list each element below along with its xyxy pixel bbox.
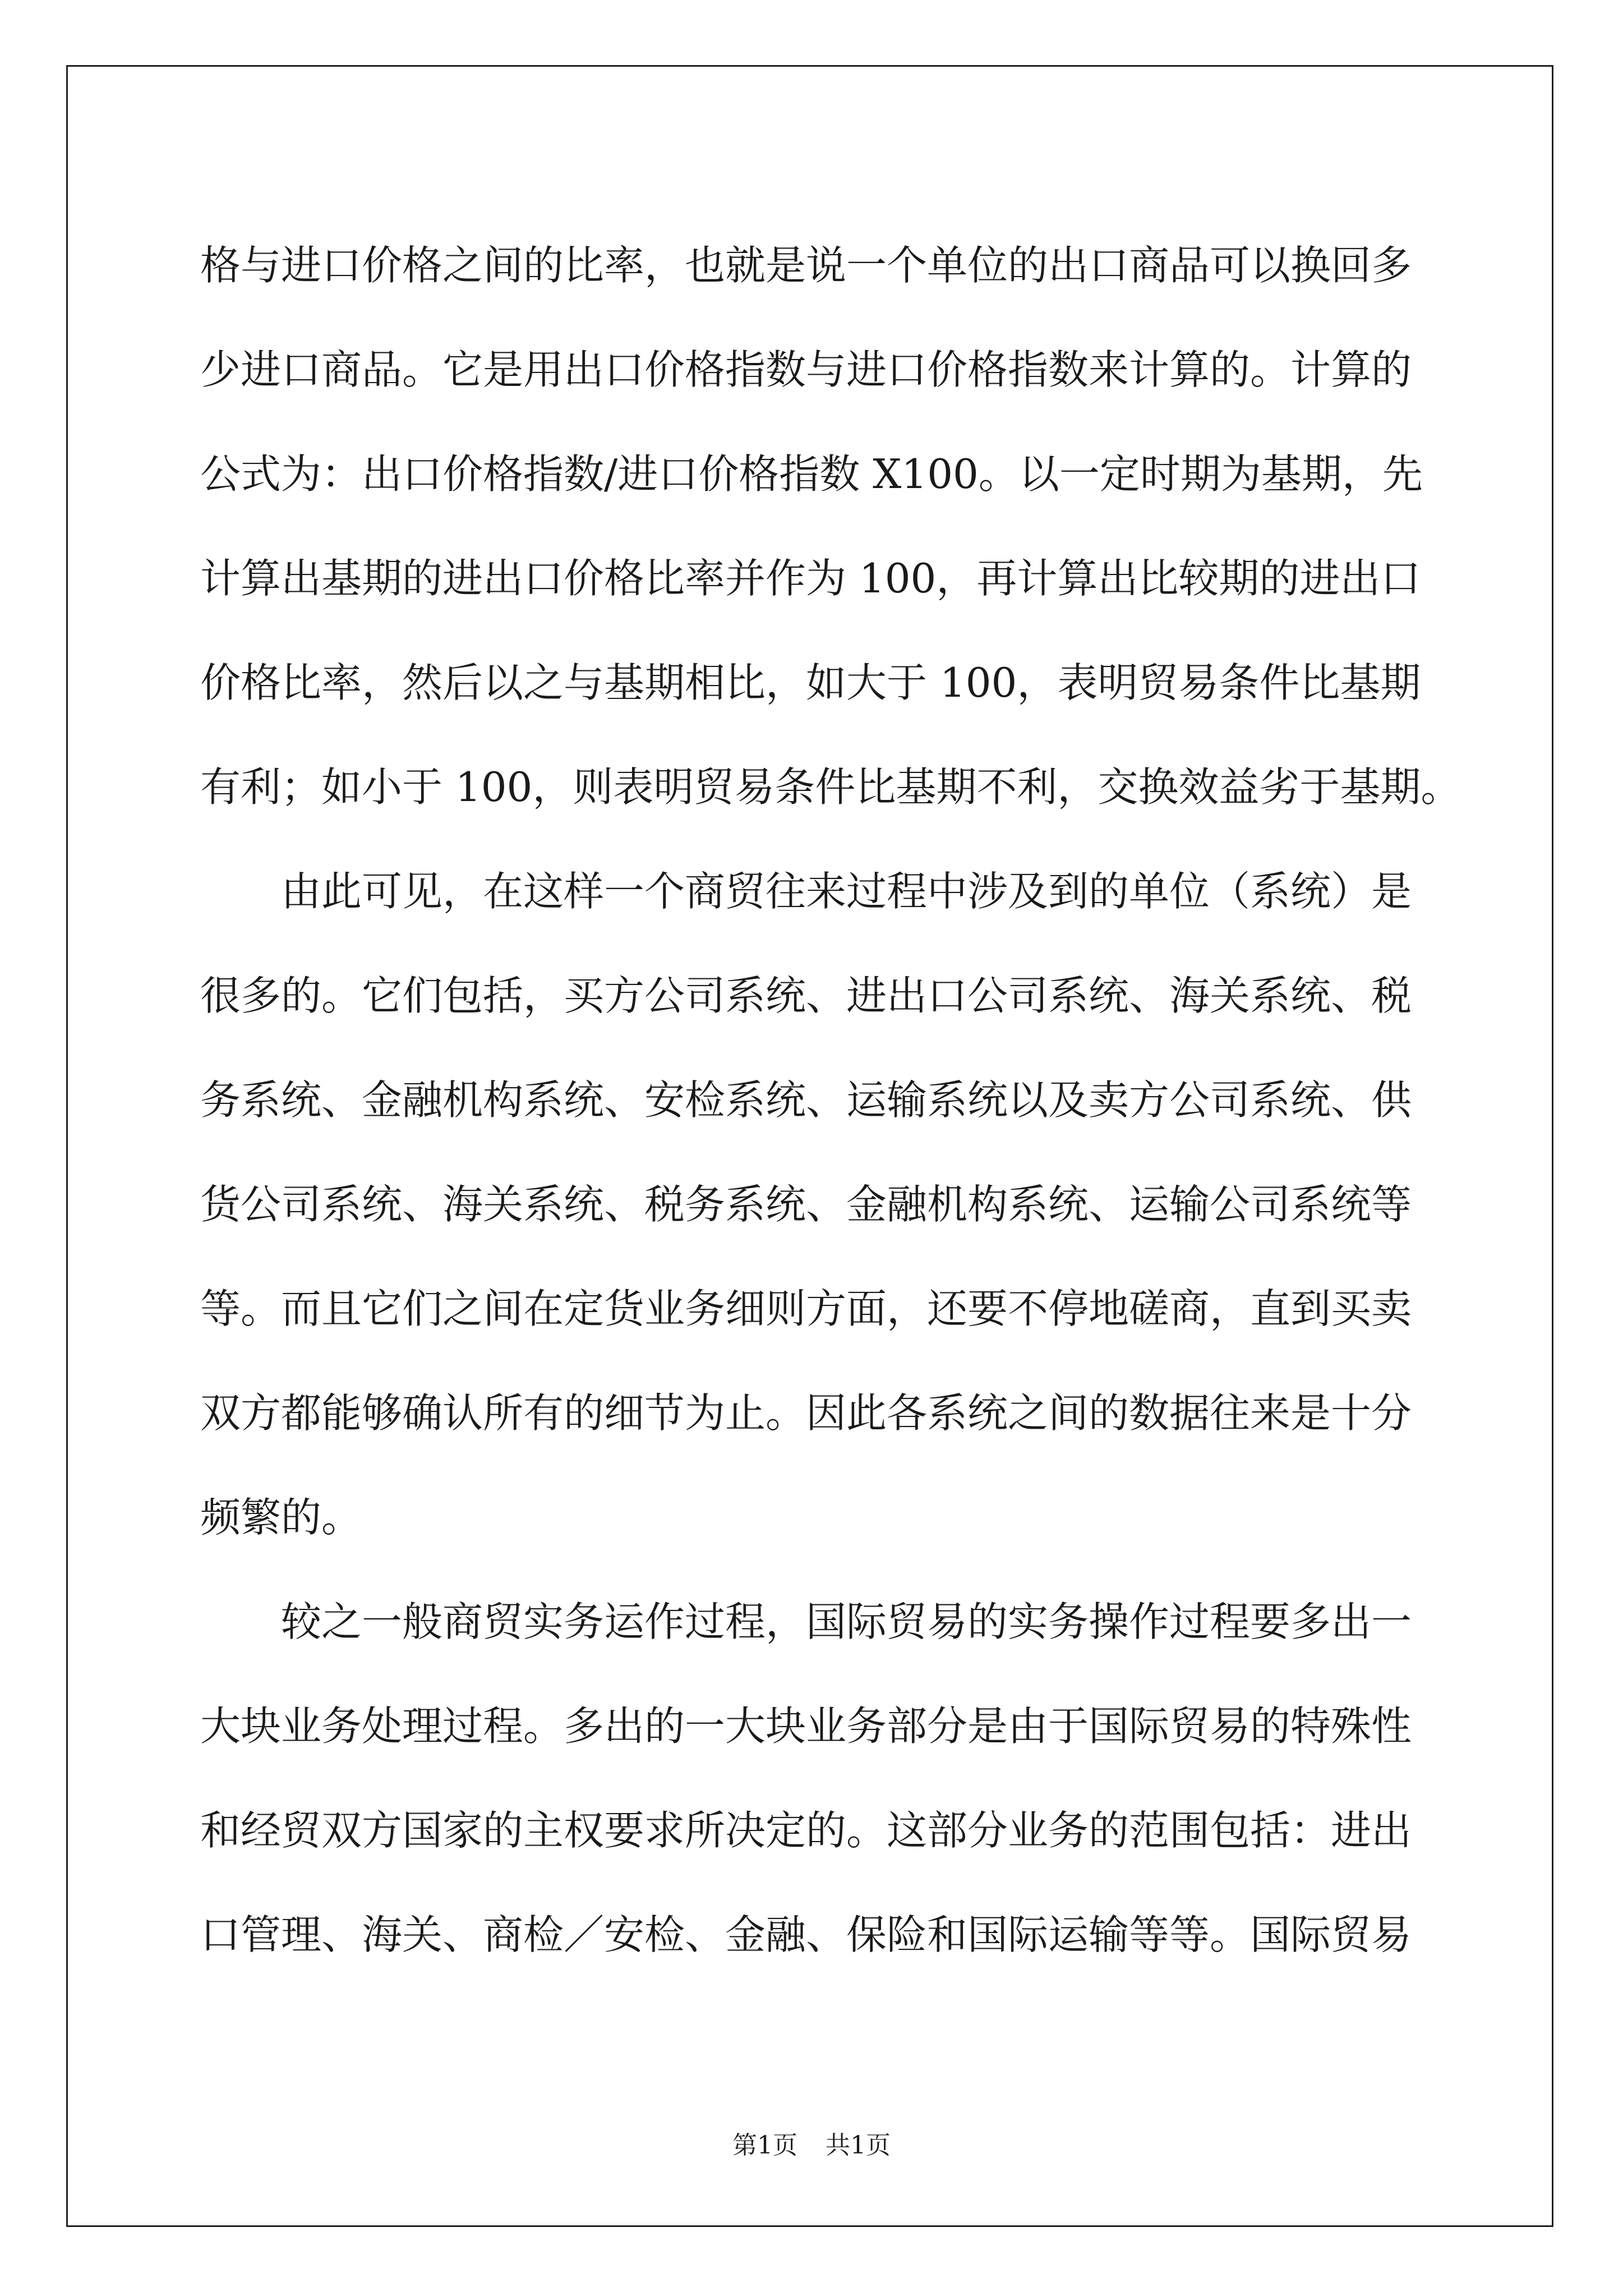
text-line: 口管理、海关、商检／安检、金融、保险和国际运输等等。国际贸易 xyxy=(200,1911,1412,1958)
text-line: 务系统、金融机构系统、安检系统、运输系统以及卖方公司系统、供 xyxy=(200,1076,1412,1124)
text-line: 货公司系统、海关系统、税务系统、金融机构系统、运输公司系统等 xyxy=(200,1181,1412,1228)
text-line: 公式为：出口价格指数/进口价格指数 X100。以一定时期为基期，先 xyxy=(200,450,1423,498)
text-line: 等。而且它们之间在定货业务细则方面，还要不停地磋商，直到买卖 xyxy=(200,1285,1412,1332)
text-line: 少进口商品。它是用出口价格指数与进口价格指数来计算的。计算的 xyxy=(200,346,1412,393)
text-line: 频繁的。 xyxy=(200,1494,362,1541)
text-line: 格与进口价格之间的比率，也就是说一个单位的出口商品可以换回多 xyxy=(200,242,1412,289)
page-total: 共1页 xyxy=(826,2131,891,2160)
page-footer xyxy=(0,2129,1623,2162)
paragraph-start-line: 较之一般商贸实务运作过程，国际贸易的实务操作过程要多出一 xyxy=(281,1598,1412,1645)
text-line: 很多的。它们包括，买方公司系统、进出口公司系统、海关系统、税 xyxy=(200,972,1412,1019)
document-body xyxy=(200,213,1461,1987)
page-number: 第1页 xyxy=(732,2131,797,2160)
text-line: 双方都能够确认所有的细节为止。因此各系统之间的数据往来是十分 xyxy=(200,1389,1412,1437)
text-line: 大块业务处理过程。多出的一大块业务部分是由于国际贸易的特殊性 xyxy=(200,1703,1412,1750)
text-line: 价格比率，然后以之与基期相比，如大于 100，表明贸易条件比基期 xyxy=(200,659,1421,706)
text-line: 有利；如小于 100，则表明贸易条件比基期不利，交换效益劣于基期。 xyxy=(200,763,1461,811)
paragraph-start-line: 由此可见，在这样一个商贸往来过程中涉及到的单位（系统）是 xyxy=(281,868,1412,915)
text-line: 和经贸双方国家的主权要求所决定的。这部分业务的范围包括：进出 xyxy=(200,1807,1412,1854)
text-line: 计算出基期的进出口价格比率并作为 100，再计算出比较期的进出口 xyxy=(200,555,1421,602)
